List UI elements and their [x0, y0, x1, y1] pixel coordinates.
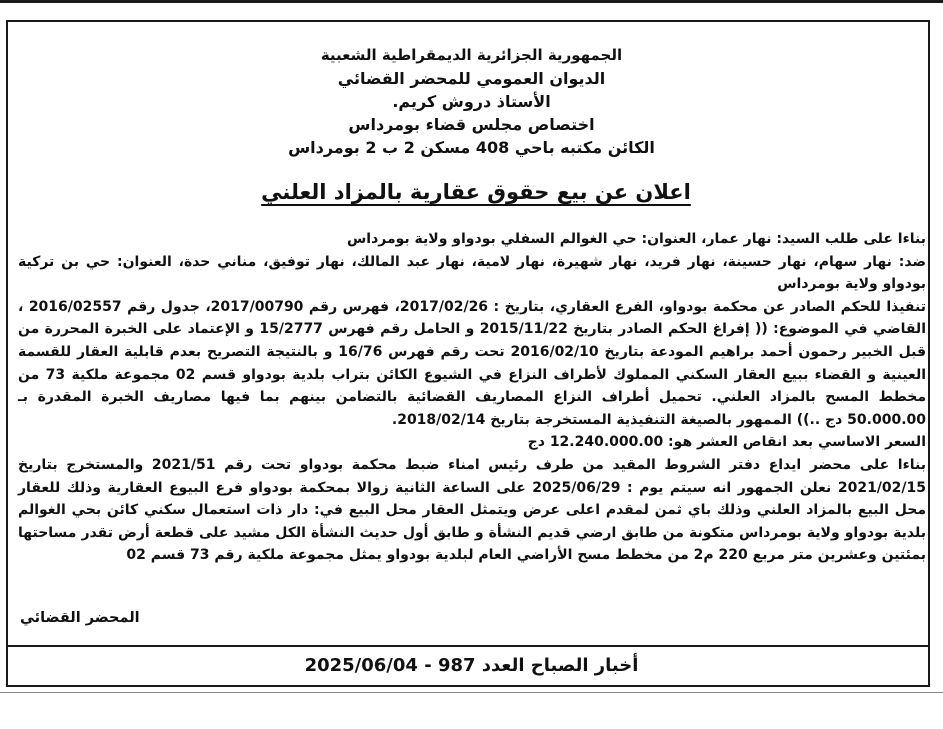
base-price-paragraph: السعر الاساسي بعد انقاص العشر هو: 12.240.000.00 دج [527, 434, 926, 451]
footer-divider [6, 645, 930, 647]
auction-details-paragraph: بناءا على محضر ايداع دفتر الشروط المقيد من طرف رئيس امناء ضبط محكمة بودواو تحت رقم 2021/51 والمستخرج بتاريخ 2021/02/15 نعلن الجمهور انه سيتم يوم : 2025/06/29 على الساعة الثانية زوالا بمحكمة بودواو فرع البيوع العقارية وذلك للعقار محل البيع بالمزاد العلني وذلك باي ثمن لمقدم اعلى عرض ويتمثل العقار محل البيع في: دار ذات استعمال سكني كائن بحي الغوالم بلدية بودواو ولاية بومرداس متكونة من طابق ارضي قديم النشأة و طابق أول حديث النشأة الكل مشيد على قطعة أرض تقدر مساحتها بمئتين وعشرين متر مربع 220 م2 من مخطط مسح الأراضي العام لبلدية بودواو يمثل مجموعة ملكية رقم 73 قسم 02 [18, 456, 926, 564]
header-line-republic: الجمهورية الجزائرية الديمقراطية الشعبية [320, 46, 623, 64]
notice-body [18, 228, 926, 567]
notice-title: اعلان عن بيع حقوق عقارية بالمزاد العلني [261, 180, 691, 204]
publication-footer: أخبار الصباح العدد 987 - 2025/06/04 [304, 655, 639, 676]
issuer-header [0, 44, 943, 159]
header-line-jurisdiction: اختصاص مجلس قضاء بومرداس [348, 115, 595, 134]
defendants-paragraph: ضد: نهار سهام، نهار حسينة، نهار فريد، نهار شهيرة، نهار لامية، نهار عبد المالك، نهار توفيق، مناني حدة، العنوان: حي بن تركية بودواو ولاية بومرداس [18, 253, 926, 293]
header-line-address: الكائن مكتبه باحي 408 مسكن 2 ب 2 بومرداس [288, 138, 655, 157]
bottom-rule [0, 692, 943, 693]
plaintiff-paragraph: بناءا على طلب السيد: نهار عمار، العنوان: حي الغوالم السفلي بودواو ولاية بومرداس [346, 231, 926, 247]
judgment-paragraph: تنفيذا للحكم الصادر عن محكمة بودواو، الفرع العقاري، بتاريخ : 2017/02/26، فهرس رقم 2017/00790، جدول رقم 2016/02557 ، القاضي في الموضوع: (( إفراغ الحكم الصادر بتاريخ 2015/11/22 و الحامل رقم فهرس 15/2777 و الإعتماد على الخبرة المحررة من قبل الخبير رحمون أحمد براهيم المودعة بتاريخ 2016/02/10 تحت رقم فهرس 16/76 و بالنتيجة التصريح بعدم قابلية العقار للقسمة العينية و القضاء ببيع العقار السكني المملوك لأطراف النزاع في الشيوع الكائن بتراب بلدية بودواو قسم 02 مجموعة ملكية 73 من مخطط المسح بالمزاد العلني. تحميل أطراف النزاع المصاريف القضائية بالتضامن بينهم بما فيها مصاريف الخبرة المقدرة بـ 50.000.00 دج ..)) الممهور بالصيغة التنفيذية المستخرجة بتاريخ 2018/02/14. [18, 298, 927, 428]
bailiff-signature: المحضر القضائي [20, 610, 140, 626]
header-line-bailiff-name: الأستاذ دروش كريم. [392, 92, 551, 111]
top-border-line [0, 0, 943, 3]
header-line-office: الديوان العمومي للمحضر القضائي [337, 69, 606, 88]
